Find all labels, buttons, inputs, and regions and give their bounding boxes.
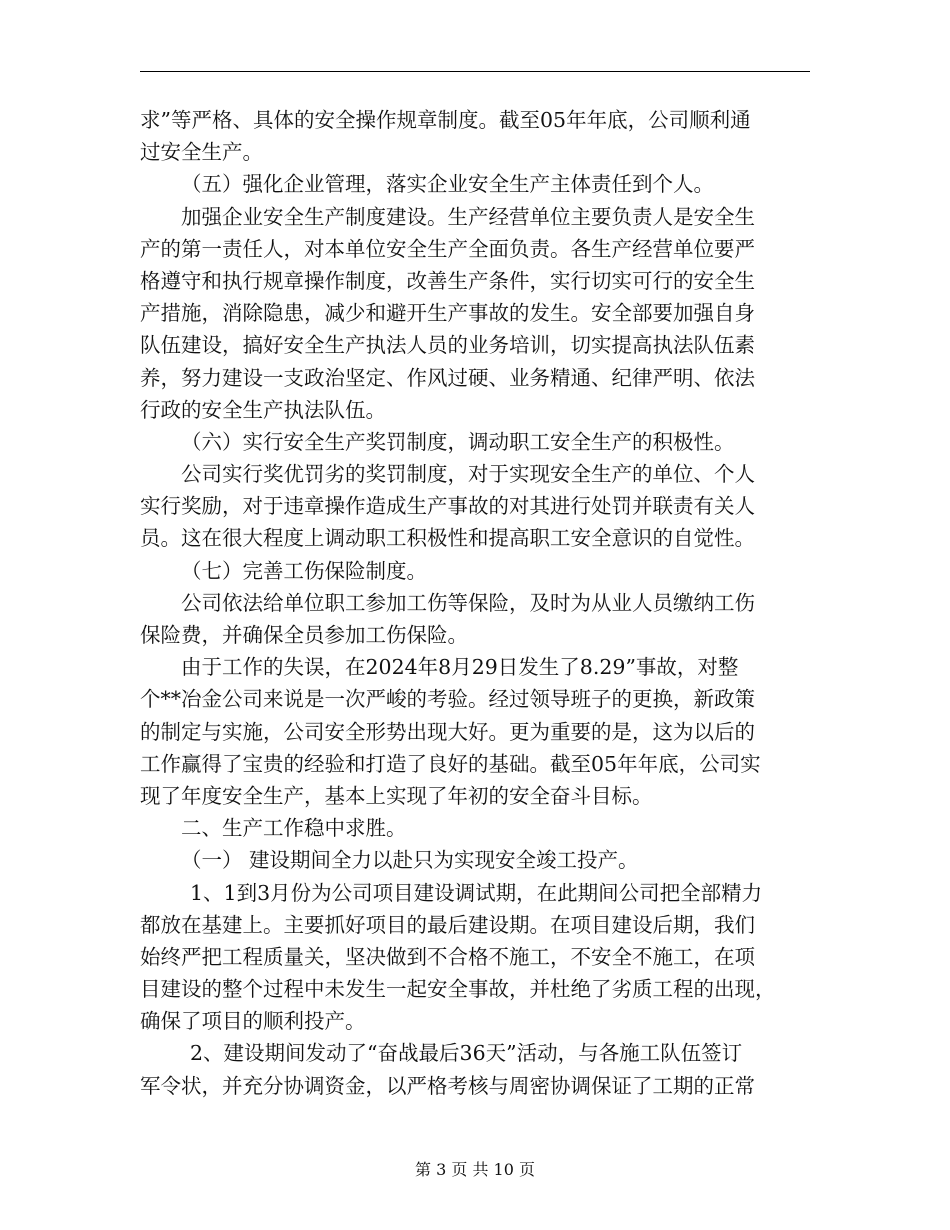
text-line: 的制定与实施，公司安全形势出现大好。更为重要的是，这为以后的 <box>140 719 755 744</box>
section-heading: （五）强化企业管理，落实企业安全生产主体责任到个人。 <box>181 172 714 197</box>
text-line: 产的第一责任人，对本单位安全生产全面负责。各生产经营单位要严 <box>140 236 755 261</box>
text-line: 都放在基建上。主要抓好项目的最后建设期。在项目建设后期，我们 <box>140 912 755 937</box>
section-heading: （六）实行安全生产奖罚制度，调动职工安全生产的积极性。 <box>181 429 735 454</box>
text-line: 实行奖励，对于违章操作造成生产事故的对其进行处罚并联责有关人 <box>140 494 755 519</box>
text-line: 军令状，并充分协调资金，以严格考核与周密协调保证了工期的正常 <box>140 1073 755 1098</box>
section-heading: 二、生产工作稳中求胜。 <box>181 816 407 841</box>
text-line: 公司依法给单位职工参加工伤等保险，及时为从业人员缴纳工伤 <box>181 590 755 615</box>
text-line: 保险费，并确保全员参加工伤保险。 <box>140 623 468 647</box>
text-line: 1、1到3月份为公司项目建设调试期，在此期间公司把全部精力 <box>190 880 763 905</box>
page-footer: 第 3 页 共 10 页 <box>415 1160 535 1179</box>
text-line: 加强企业安全生产制度建设。生产经营单位主要负责人是安全生 <box>181 204 755 229</box>
text-line: 公司实行奖优罚劣的奖罚制度，对于实现安全生产的单位、个人 <box>181 462 755 487</box>
text-line: 行政的安全生产执法队伍。 <box>140 397 386 422</box>
text-line: 格遵守和执行规章操作制度，改善生产条件，实行切实可行的安全生 <box>140 268 755 293</box>
text-line: 由于工作的失误，在2024年8月29日发生了8.29”事故，对整 <box>181 655 739 680</box>
text-line: 2、建设期间发动了“奋战最后36天”活动，与各施工队伍签订 <box>190 1041 743 1066</box>
body-text <box>140 104 812 1102</box>
text-line: 现了年度安全生产，基本上实现了年初的安全奋斗目标。 <box>140 783 653 808</box>
text-line: 产措施，消除隐患，减少和避开生产事故的发生。安全部要加强自身 <box>140 301 755 326</box>
section-heading: （一） 建设期间全力以赴只为实现安全竣工投产。 <box>181 848 639 873</box>
text-line: 队伍建设，搞好安全生产执法人员的业务培训，切实提高执法队伍素 <box>140 333 755 358</box>
text-line: 确保了项目的顺利投产。 <box>140 1009 366 1034</box>
header-rule <box>140 71 810 72</box>
text-line: 求”等严格、具体的安全操作规章制度。截至05年年底，公司顺利通 <box>140 108 751 132</box>
text-line: 目建设的整个过程中未发生一起安全事故，并杜绝了劣质工程的出现， <box>140 977 776 1002</box>
text-line: 个**冶金公司来说是一次严峻的考验。经过领导班子的更换，新政策 <box>140 687 755 712</box>
text-line: 工作赢得了宝贵的经验和打造了良好的基础。截至05年年底，公司实 <box>140 751 761 776</box>
text-line: 始终严把工程质量关，坚决做到不合格不施工，不安全不施工，在项 <box>140 944 755 969</box>
text-line: 过安全生产。 <box>140 140 263 165</box>
text-line: 养，努力建设一支政治坚定、作风过硬、业务精通、纪律严明、依法 <box>140 365 755 390</box>
section-heading: （七）完善工伤保险制度。 <box>181 558 427 583</box>
text-line: 员。这在很大程度上调动职工积极性和提高职工安全意识的自觉性。 <box>140 526 755 551</box>
